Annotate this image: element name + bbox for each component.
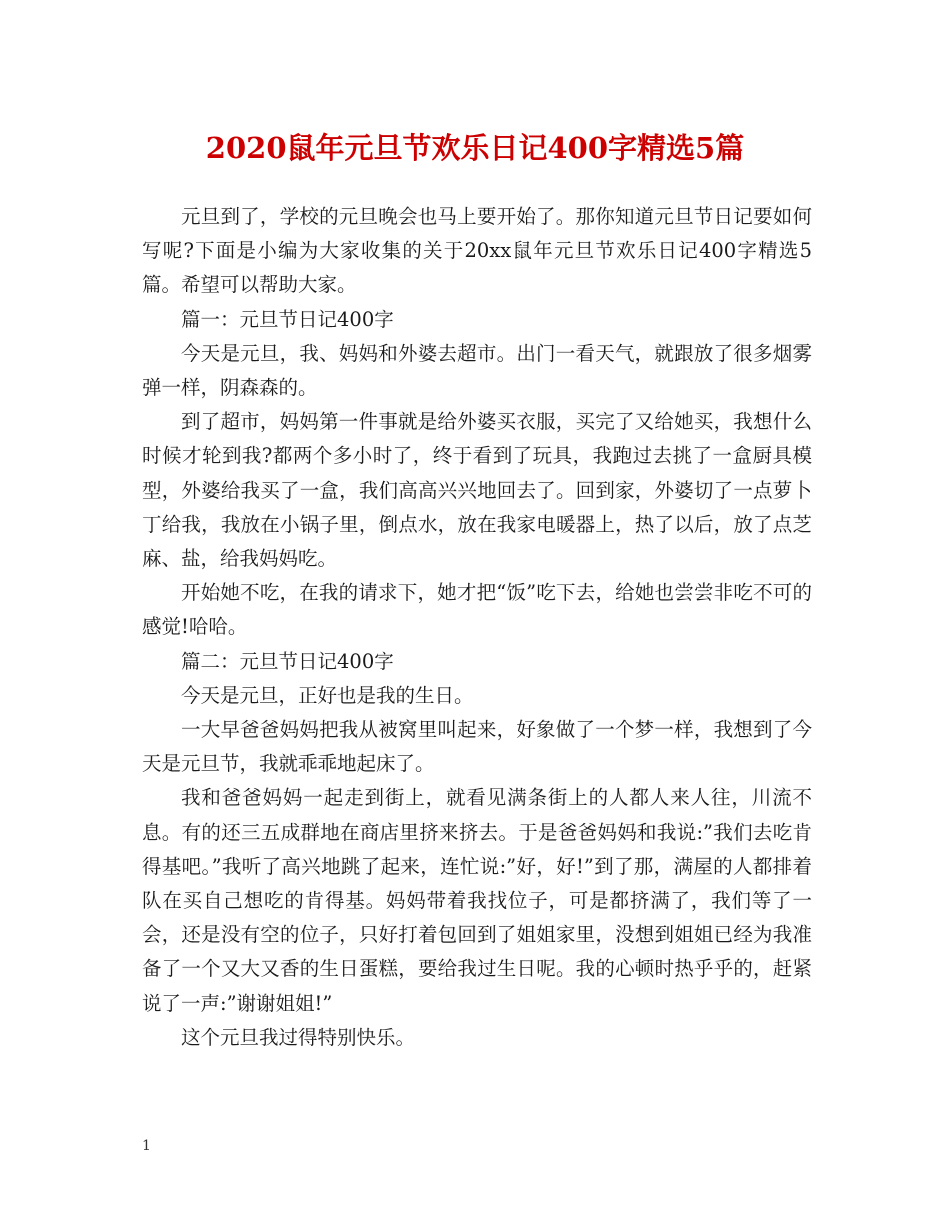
intro-paragraph: 元旦到了，学校的元旦晚会也马上要开始了。那你知道元旦节日记要如何写呢?下面是小编为大家收集的关于20xx鼠年元旦节欢乐日记400字精选5篇。希望可以帮助大家。: [142, 205, 812, 297]
section-heading-1: 篇一：元旦节日记400字: [181, 307, 394, 331]
paragraph: 开始她不吃，在我的请求下，她才把“饭”吃下去，给她也尝尝非吃不可的感觉!哈哈。: [142, 581, 812, 639]
paragraph: 到了超市，妈妈第一件事就是给外婆买衣服，买完了又给她买，我想什么时候才轮到我?都两个多小时了，终于看到了玩具，我跑过去挑了一盒厨具模型，外婆给我买了一盒，我们高高兴兴地回去了。回到家，外婆切了一点萝卜丁给我，我放在小锅子里，倒点水，放在我家电暖器上，热了以后，放了点芝麻、盐，给我妈妈吃。: [142, 410, 812, 571]
section-heading-2: 篇二：元旦节日记400字: [181, 649, 394, 673]
document-title: 2020鼠年元旦节欢乐日记400字精选5篇: [205, 131, 745, 165]
document-body: [142, 200, 812, 1055]
paragraph: 今天是元旦，我、妈妈和外婆去超市。出门一看天气，就跟放了很多烟雾弹一样，阴森森的。: [142, 341, 812, 400]
paragraph: 今天是元旦，正好也是我的生日。: [181, 683, 474, 707]
closing-paragraph: 这个元旦我过得特别快乐。: [181, 1025, 416, 1049]
paragraph: 一大早爸爸妈妈把我从被窝里叫起来，好象做了一个梦一样，我想到了今天是元旦节，我就乖乖地起床了。: [142, 718, 812, 776]
paragraph: 我和爸爸妈妈一起走到街上，就看见满条街上的人都人来人往，川流不息。有的还三五成群地在商店里挤来挤去。于是爸爸妈妈和我说:”我们去吃肯得基吧。”我听了高兴地跳了起来，连忙说:”好，好!”到了那，满屋的人都排着队在买自己想吃的肯得基。妈妈带着我找位子，可是都挤满了，我们等了一会，还是没有空的位子，只好打着包回到了姐姐家里，没想到姐姐已经为我准备了一个又大又香的生日蛋糕，要给我过生日呢。我的心顿时热乎乎的，赶紧说了一声:”谢谢姐姐!”: [142, 786, 812, 1015]
page-number: 1: [142, 1138, 151, 1154]
